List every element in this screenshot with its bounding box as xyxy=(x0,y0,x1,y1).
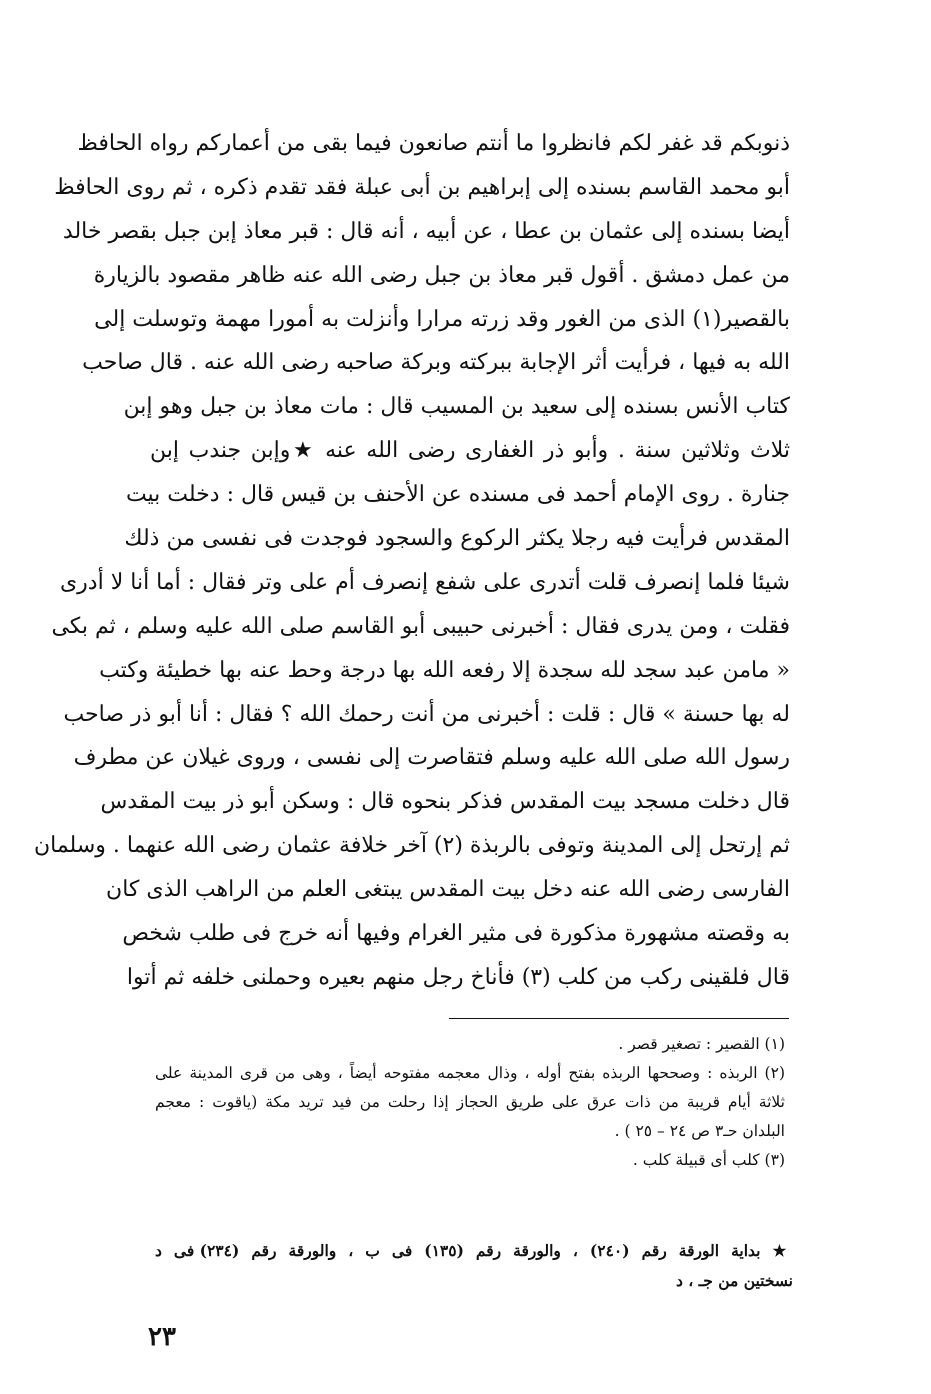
text-line: كتاب الأنس بسنده إلى سعيد بن المسيب قال : مات معاذ بن جبل وهو إبن xyxy=(123,394,790,420)
footnote-2-line: (٢) الربذه : وصححها الربذه بفتح أوله ، وذال معجمه مفتوحه أيضاً ، وهى من قرى المدينة على xyxy=(155,1064,785,1082)
footnotes xyxy=(155,1030,785,1175)
text-line: رسول الله صلى الله عليه وسلم فتقاصرت إلى نفسى ، وروى غيلان عن مطرف xyxy=(73,745,790,771)
footnote-divider xyxy=(449,1018,789,1019)
text-line: ثم إرتحل إلى المدينة وتوفى بالربذة (٢) آخر خلافة عثمان رضى الله عنهما . وسلمان xyxy=(33,833,790,859)
main-text xyxy=(33,122,790,1000)
text-line: به وقصته مشهورة مذكورة فى مثير الغرام وفيها أنه خرج فى طلب شخص xyxy=(122,921,790,947)
footnote-2-line: البلدان حـ٣ ص ٢٤ – ٢٥ ) . xyxy=(614,1122,785,1140)
text-line: جنارة . روى الإمام أحمد فى مسنده عن الأحنف بن قيس قال : دخلت بيت xyxy=(125,482,790,508)
manuscript-note xyxy=(155,1236,793,1296)
text-line: بالقصير(١) الذى من الغور وقد زرته مرارا وأنزلت به أمورا مهمة وتوسلت إلى xyxy=(94,306,790,332)
text-line: المقدس فرأيت فيه رجلا يكثر الركوع والسجود فوجدت فى نفسى من ذلك xyxy=(124,526,790,552)
text-line: « مامن عبد سجد لله سجدة إلا رفعه الله بها درجة وحط عنه بها خطيئة وكتب xyxy=(99,657,790,683)
text-line: الفارسى رضى الله عنه دخل بيت المقدس يبتغى العلم من الراهب الذى كان xyxy=(106,877,790,903)
text-line: أيضا بسنده إلى عثمان بن عطا ، عن أبيه ، أنه قال : قبر معاذ إبن جبل بقصر خالد xyxy=(62,218,790,244)
footnote-3: (٣) كلب أى قبيلة كلب . xyxy=(632,1151,785,1169)
footnote-2-line: ثلاثة أيام قريبة من ذات عرق على طريق الحجاز إذا رحلت من فيد تريد مكة (ياقوت : معجم xyxy=(155,1093,785,1111)
text-line: أبو محمد القاسم بسنده إلى إبراهيم بن أبى عبلة فقد تقدم ذكره ، ثم روى الحافظ xyxy=(54,174,790,200)
page-number: ٢٣ xyxy=(148,1322,176,1352)
footnote-1: (١) القصير : تصغير قصر . xyxy=(618,1035,785,1053)
text-line: ثلاث وثلاثين سنة . وأبو ذر الغفارى رضى الله عنه ★وإبن جندب إبن xyxy=(150,438,790,464)
text-line: ذنوبكم قد غفر لكم فانظروا ما أنتم صانعون فيما بقى من أعماركم رواه الحافظ xyxy=(77,131,790,156)
text-line: قال دخلت مسجد بيت المقدس فذكر بنحوه قال : وسكن أبو ذر بيت المقدس xyxy=(100,789,790,815)
text-line: شيئا فلما إنصرف قلت أتدرى على شفع إنصرف أم على وتر فقال : أما أنا لا أدرى xyxy=(59,569,790,595)
text-line: قال فلقينى ركب من كلب (٣) فأناخ رجل منهم بعيره وحملنى خلفه ثم أتوا xyxy=(126,964,790,990)
text-line: من عمل دمشق . أقول قبر معاذ بن جبل رضى الله عنه ظاهر مقصود بالزيارة xyxy=(93,262,790,288)
text-line: فقلت ، ومن يدرى فقال : أخبرنى حبيبى أبو القاسم صلى الله عليه وسلم ، ثم بكى xyxy=(51,613,790,639)
manuscript-note-line: نسختين من جـ ، د xyxy=(675,1271,793,1290)
text-line: له بها حسنة » قال : قلت : أخبرنى من أنت رحمك الله ؟ فقال : أنا أبو ذر صاحب xyxy=(63,701,790,727)
text-line: الله به فيها ، فرأيت أثر الإجابة ببركته وبركة صاحبه رضى الله عنه . قال صاحب xyxy=(82,350,790,376)
manuscript-note-line: ★ بداية الورقة رقم (٢٤٠) ، والورقة رقم (١٣٥) فى ب ، والورقة رقم (٢٣٤) فى د xyxy=(155,1241,793,1260)
